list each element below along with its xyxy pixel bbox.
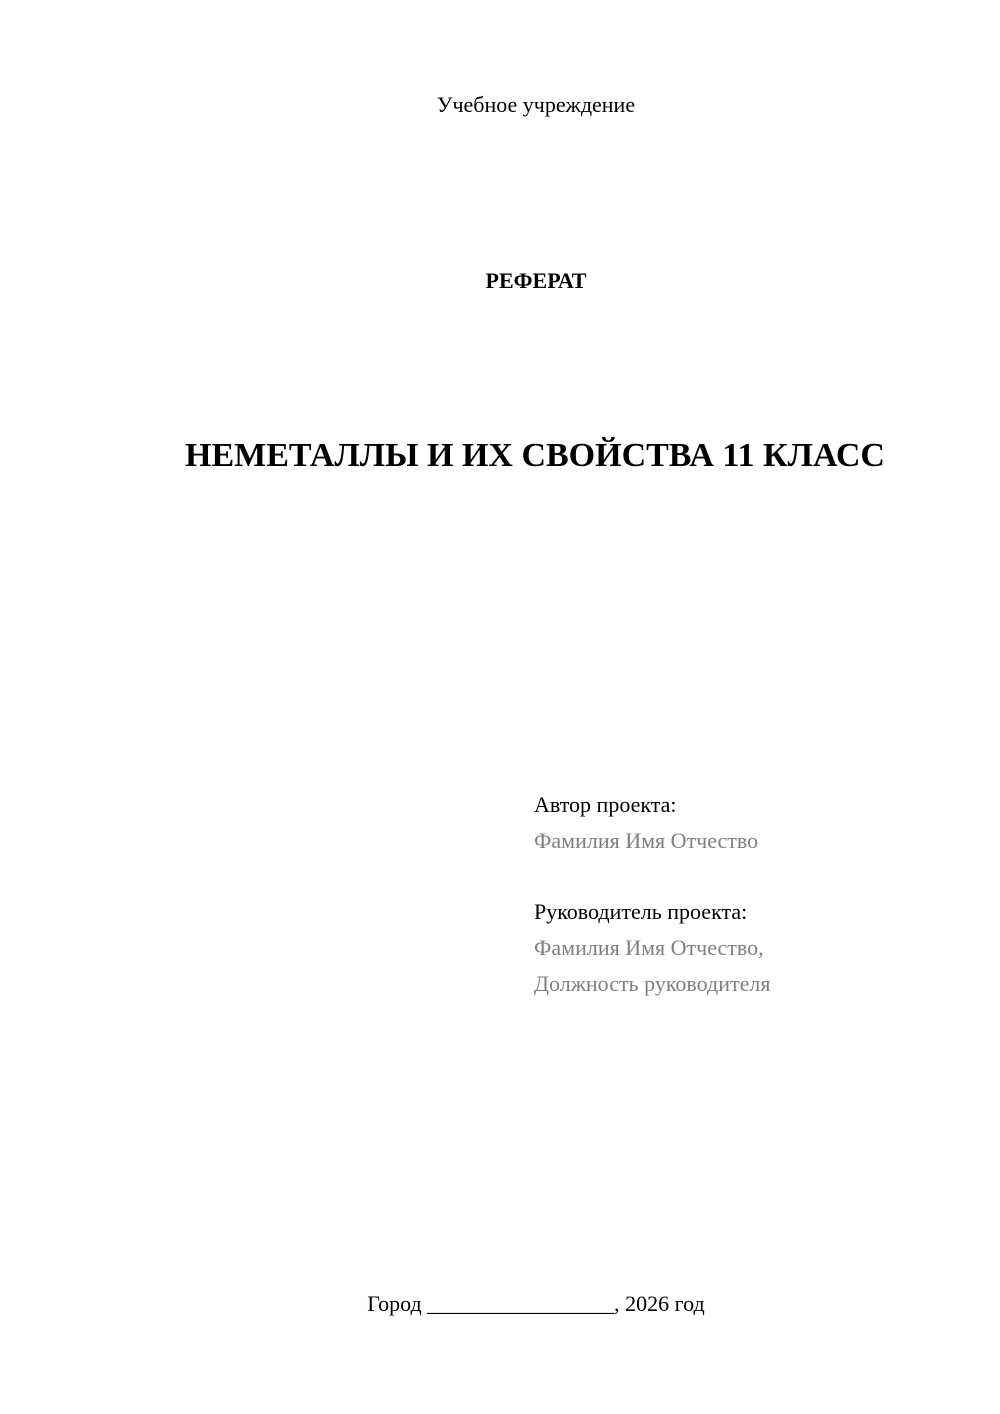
author-label: Автор проекта:	[534, 792, 677, 817]
document-type: РЕФЕРАТ	[485, 268, 587, 293]
institution-name: Учебное учреждение	[436, 92, 636, 117]
signature-spacer	[534, 859, 974, 894]
supervisor-label: Руководитель проекта:	[534, 899, 748, 924]
signature-block	[534, 787, 974, 1002]
document-title: НЕМЕТАЛЛЫ И ИХ СВОЙСТВА 11 КЛАСС	[185, 437, 885, 474]
city-year-line: Город _________________, 2026 год	[367, 1291, 705, 1316]
supervisor-name: Фамилия Имя Отчество,	[534, 935, 764, 960]
author-name: Фамилия Имя Отчество	[534, 828, 759, 853]
supervisor-position: Должность руководителя	[534, 971, 771, 996]
